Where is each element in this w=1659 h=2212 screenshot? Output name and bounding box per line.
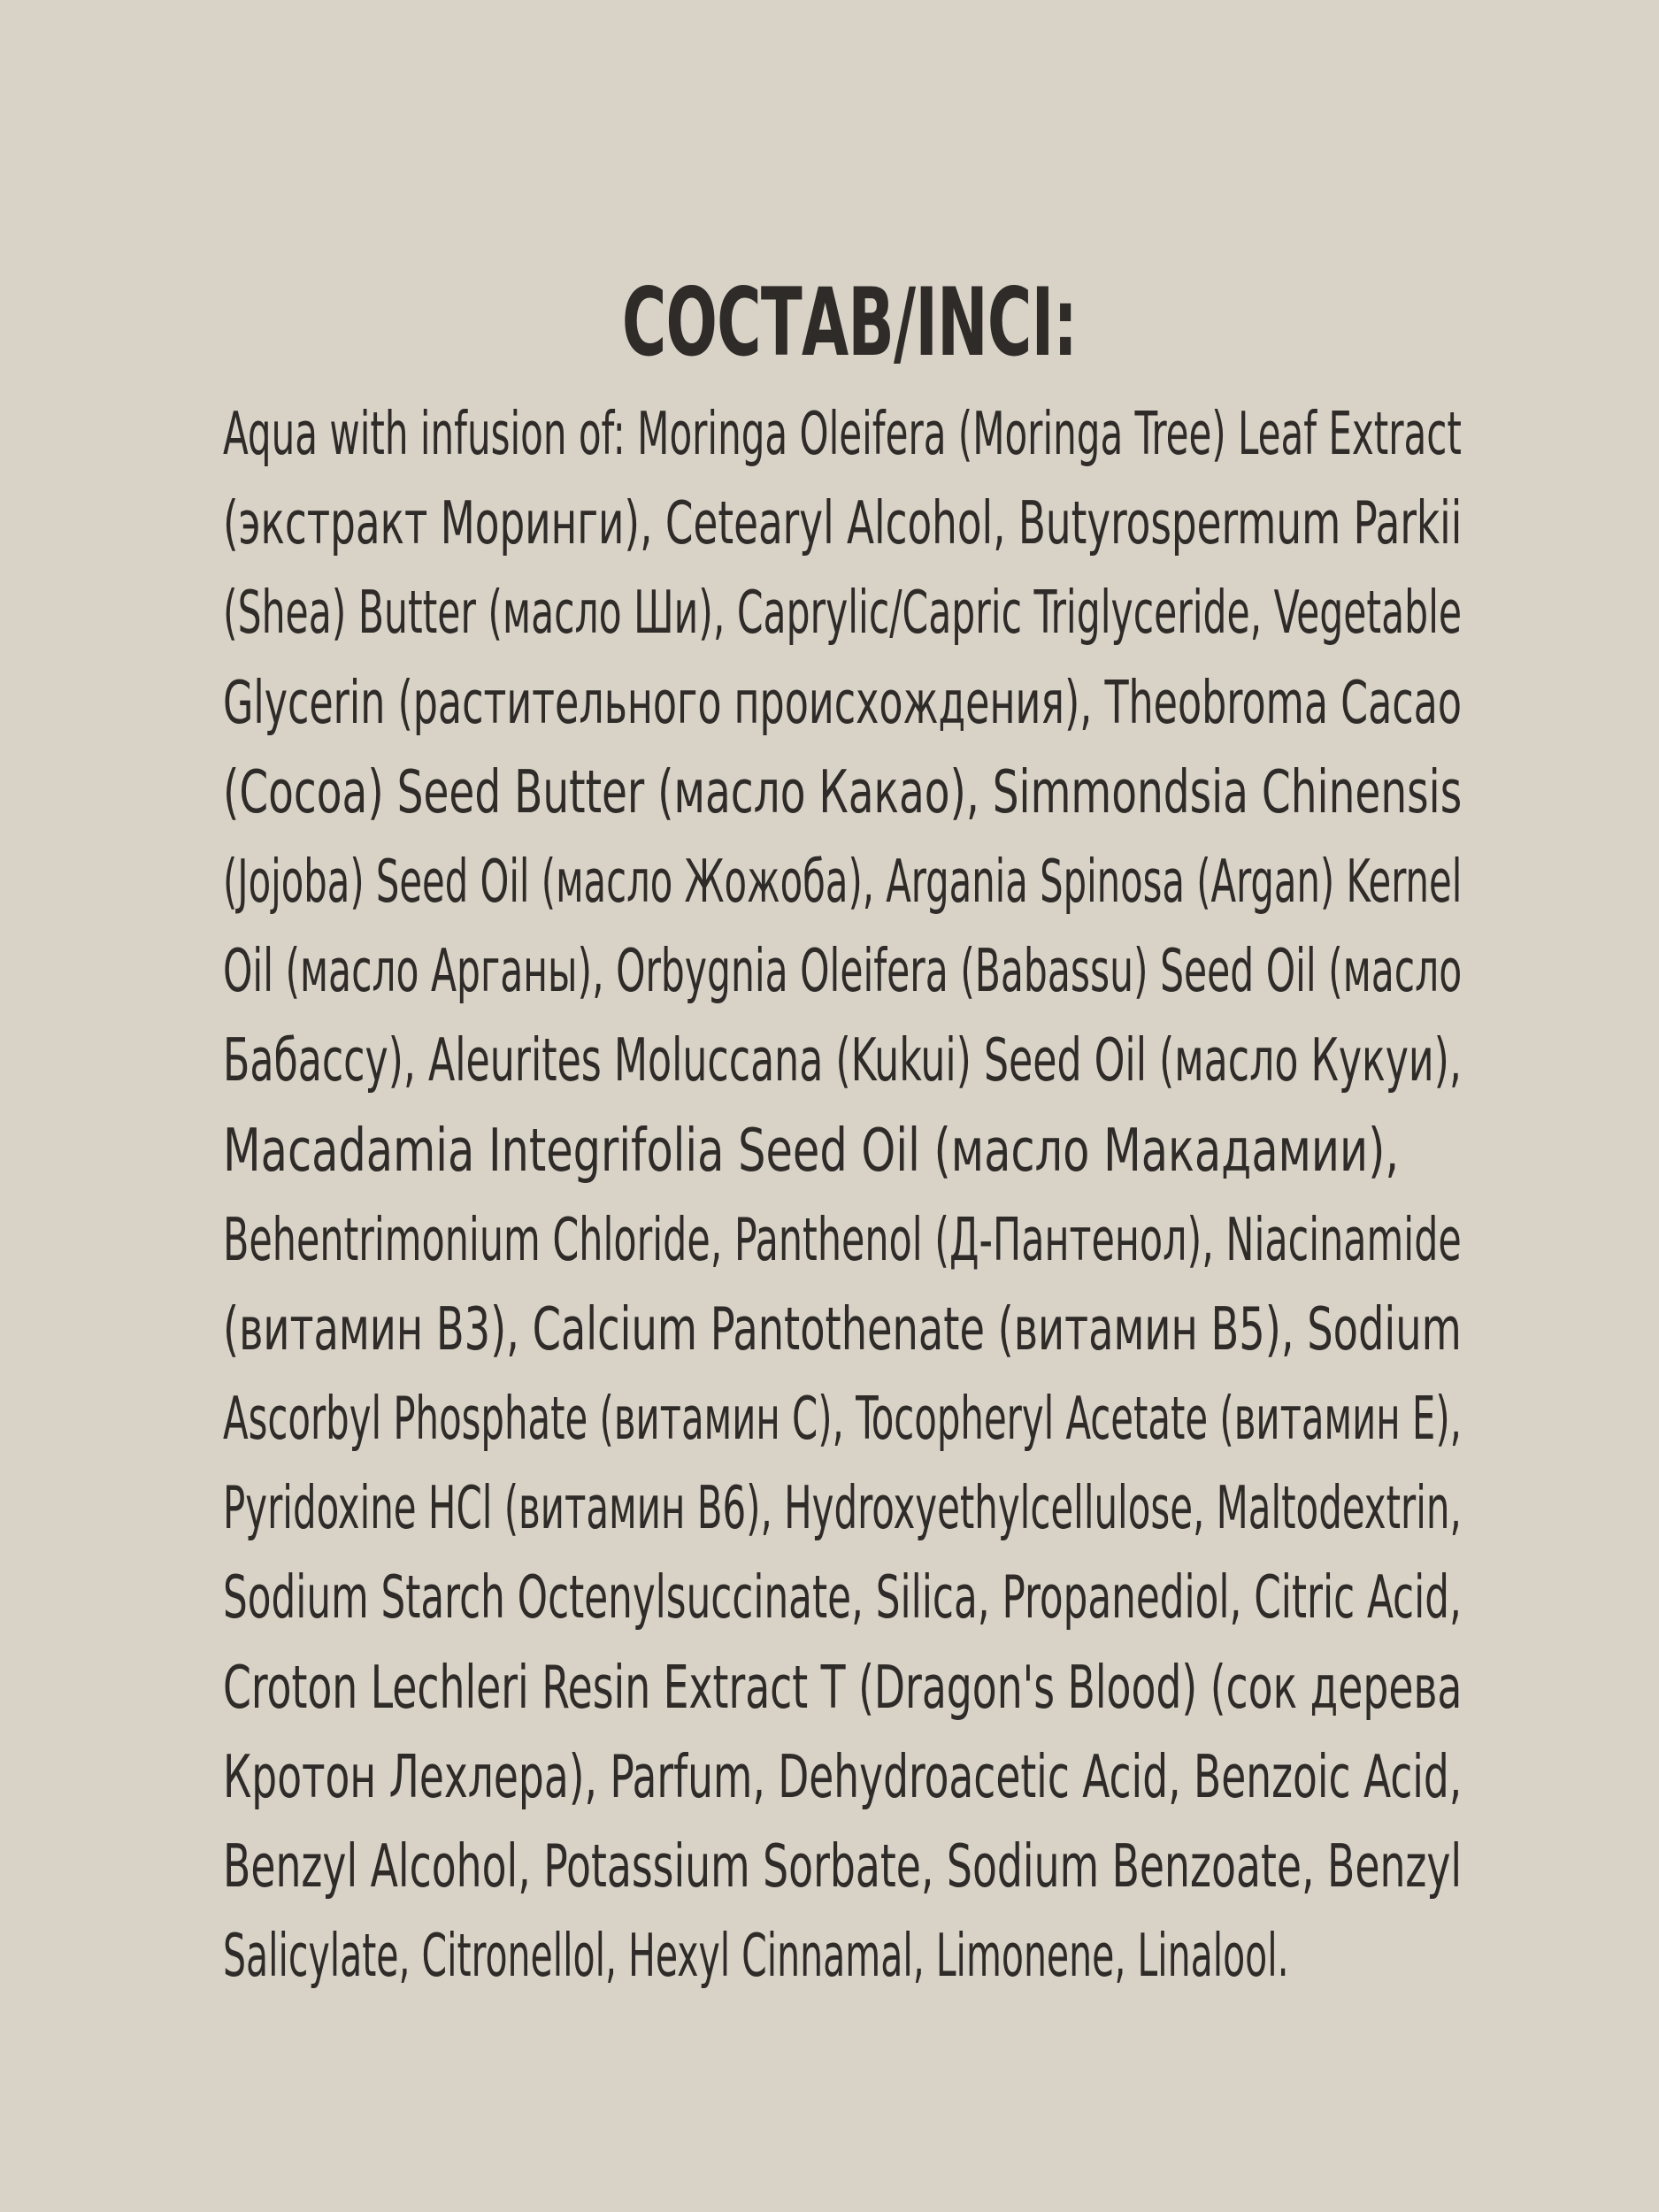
ingredients-line: Кротон Лехлера), Parfum, Dehydroacetic Acid, Benzoic Acid, bbox=[223, 1741, 1463, 1811]
ingredients-line: Sodium Starch Octenylsuccinate, Silica, Propanediol, Citric Acid, bbox=[223, 1563, 1462, 1632]
ingredients-line: Croton Lechleri Resin Extract T (Dragon's Blood) (сок дерева bbox=[223, 1652, 1463, 1722]
ingredients-line: (Jojoba) Seed Oil (масло Жожоба), Argania Spinosa (Argan) Kernel bbox=[223, 846, 1463, 916]
ingredients-line: Oil (масло Арганы), Orbygnia Oleifera (Babassu) Seed Oil (масло bbox=[223, 936, 1463, 1006]
ingredients-list bbox=[223, 389, 1462, 2001]
ingredients-line: Pyridoxine HCl (витамин В6), Hydroxyethylcellulose, Maltodextrin, bbox=[223, 1473, 1462, 1543]
ingredients-line: Glycerin (растительного происхождения), Theobroma Cacao bbox=[223, 667, 1463, 737]
ingredients-line: Aqua with infusion of: Moringa Oleifera (Moringa Tree) Leaf Extract bbox=[223, 399, 1462, 468]
ingredients-line: Behentrimonium Chloride, Panthenol (Д-Пантенол), Niacinamide bbox=[223, 1204, 1462, 1274]
ingredients-line: Salicylate, Citronellol, Hexyl Cinnamal, Limonene, Linalool. bbox=[223, 1921, 1289, 1991]
ingredients-line: (Cocoa) Seed Butter (масло Какао), Simmondsia Chinensis bbox=[223, 757, 1463, 826]
ingredients-line: (Shea) Butter (масло Ши), Caprylic/Capric Triglyceride, Vegetable bbox=[223, 578, 1463, 648]
ingredients-line: Бабассу), Aleurites Moluccana (Kukui) Seed Oil (масло Кукуи), bbox=[223, 1025, 1462, 1095]
ingredients-line: Ascorbyl Phosphate (витамин С), Tocopheryl Acetate (витамин Е), bbox=[223, 1384, 1462, 1454]
ingredients-line: (витамин В3), Calcium Pantothenate (витамин В5), Sodium bbox=[223, 1294, 1462, 1363]
ingredients-line: Macadamia Integrifolia Seed Oil (масло Макадамии), bbox=[223, 1115, 1400, 1185]
ingredients-line: Benzyl Alcohol, Potassium Sorbate, Sodium Benzoate, Benzyl bbox=[223, 1832, 1463, 1901]
page-title: СОСТАВ/INCI: bbox=[621, 268, 1078, 377]
ingredients-line: (экстракт Моринги), Cetearyl Alcohol, Butyrospermum Parkii bbox=[223, 488, 1463, 558]
